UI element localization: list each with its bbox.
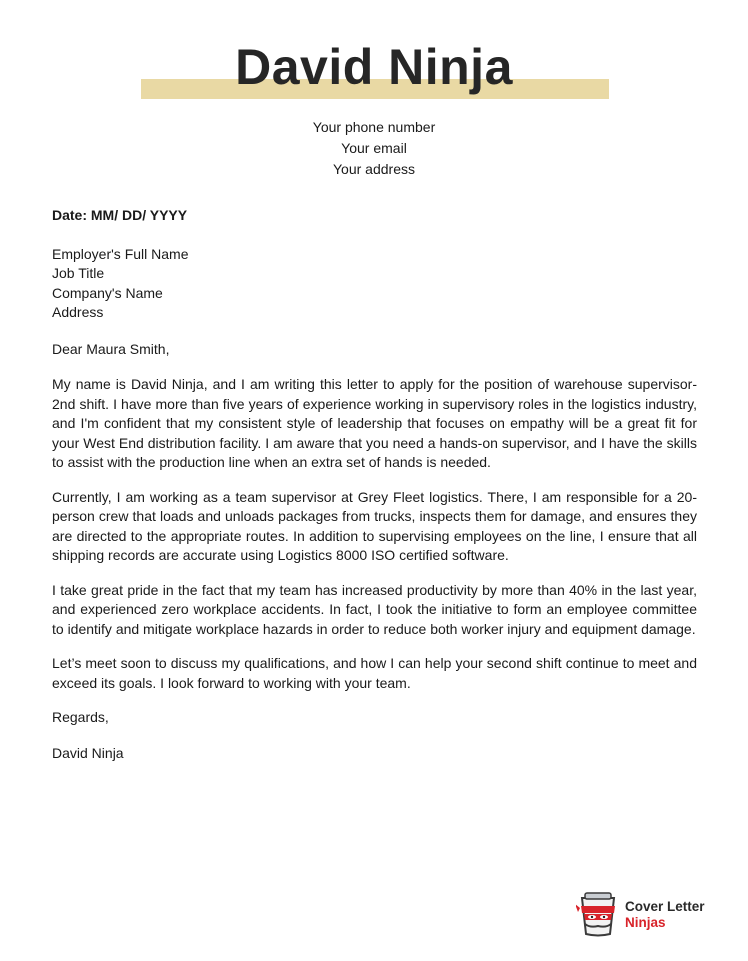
closing: Regards,	[52, 709, 109, 725]
body-paragraph-3: I take great pride in the fact that my team has increased productivity by more than 40% in the last year, and experienced zero workplace accidents. In fact, I took the initiative to form an employee committee to identify and mitigate workplace hazards in order to reduce both worker injury and equipment damage.	[52, 581, 697, 637]
contact-block	[0, 117, 748, 180]
body-paragraph-2: Currently, I am working as a team supervisor at Grey Fleet logistics. There, I am responsible for a 20-person crew that loads and unloads packages from trucks, inspects them for damage, and ensures they are directed to the appropriate routes. In addition to supervising employees on the line, I ensure that all shipping records are accurate using Logistics 8000 ISO certified software.	[52, 488, 697, 563]
recipient-title: Job Title	[52, 265, 105, 281]
salutation: Dear Maura Smith,	[52, 340, 170, 357]
brand-line-2: Ninjas	[625, 915, 666, 930]
contact-address: Your address	[333, 161, 415, 177]
brand-line-1: Cover Letter	[625, 899, 705, 914]
brand-wordmark	[625, 899, 705, 931]
recipient-name: Employer's Full Name	[52, 245, 189, 262]
recipient-company: Company's Name	[52, 284, 163, 301]
signature: David Ninja	[52, 744, 124, 761]
contact-email: Your email	[341, 140, 407, 156]
header	[0, 38, 748, 108]
recipient-address: Address	[52, 304, 104, 320]
applicant-name: David Ninja	[235, 39, 513, 95]
brand-logo	[576, 890, 726, 938]
letter-body	[52, 206, 697, 763]
recipient-block	[52, 245, 697, 323]
body-paragraph-1: My name is David Ninja, and I am writing this letter to apply for the position of warehouse supervisor- 2nd shift. I have more than five years of experience working in supervisory roles in the logistics industry, and I'm confident that my consistent style of leadership that focuses on empathy will be a great fit for your West End distribution facility. I am aware that you need a hands-on supervisor, and I have the skills to assist with the production line when an extra set of hands is needed.	[52, 376, 697, 470]
letter-date: Date: MM/ DD/ YYYY	[52, 207, 188, 223]
body-paragraph-4: Let’s meet soon to discuss my qualifications, and how I can help your second shift continue to meet and exceed its goals. I look forward to working with your team.	[52, 655, 697, 691]
ninja-mascot-icon	[576, 890, 620, 938]
contact-phone: Your phone number	[312, 119, 436, 135]
